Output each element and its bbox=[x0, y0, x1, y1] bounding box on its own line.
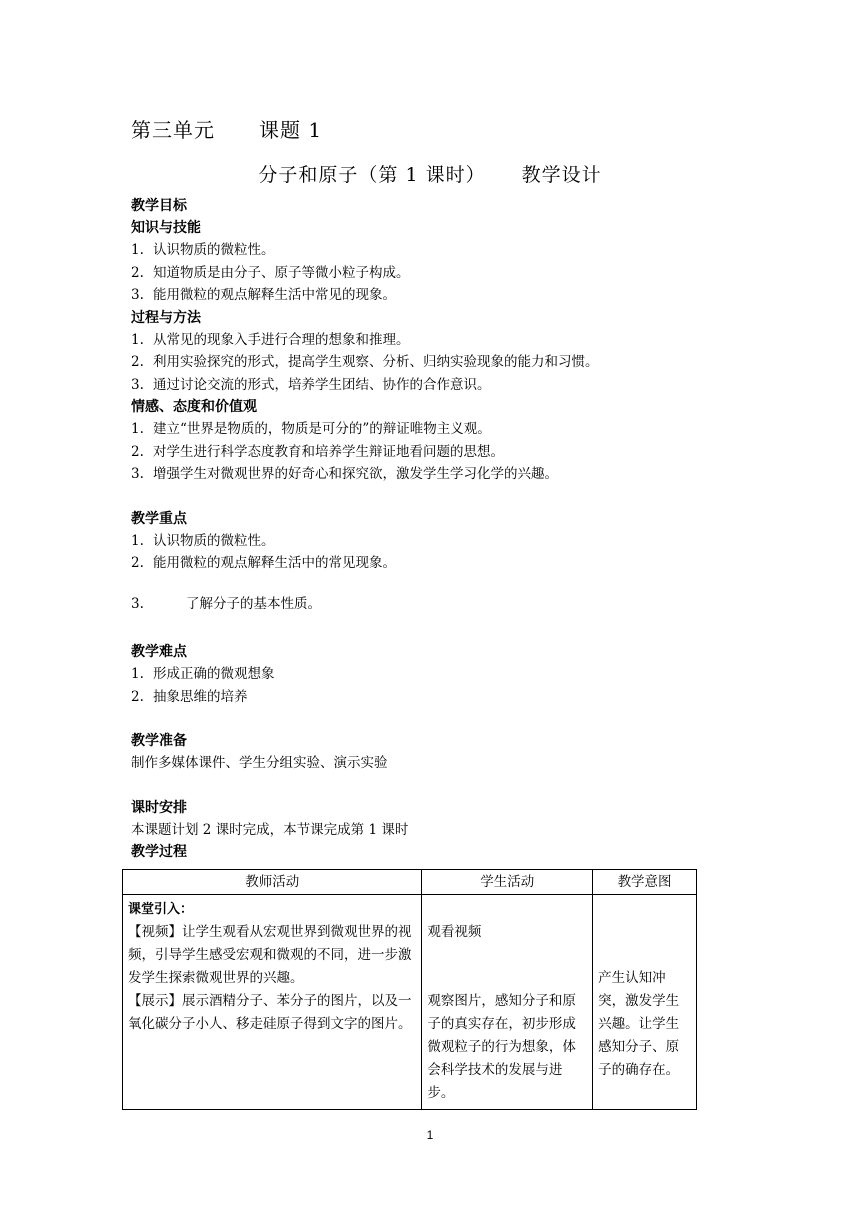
column-header-teacher: 教师活动 bbox=[123, 870, 422, 895]
document-title bbox=[0, 160, 860, 187]
list-item: 2. 抽象思维的培养 bbox=[131, 688, 248, 705]
lesson-label: 课题 1 bbox=[259, 118, 323, 142]
process-heading: 过程与方法 bbox=[131, 309, 201, 326]
column-header-intent: 教学意图 bbox=[593, 870, 697, 895]
column-header-student: 学生活动 bbox=[422, 870, 593, 895]
preparation-heading: 教学准备 bbox=[131, 733, 187, 749]
document-body bbox=[131, 195, 711, 863]
teaching-process-table bbox=[122, 869, 697, 1110]
list-item: 2. 利用实验探究的形式，提高学生观察、分析、归纳实验现象的能力和习惯。 bbox=[131, 354, 599, 370]
intent-text: 产生认知冲突，激发学生兴趣。让学生感知分子、原子的确存在。 bbox=[598, 970, 680, 1078]
unit-label: 第三单元 bbox=[131, 118, 215, 142]
list-item: 2. 能用微粒的观点解释生活中的常见现象。 bbox=[131, 555, 396, 571]
list-item: 3. 增强学生对微观世界的好奇心和探究欲，激发学生学习化学的兴趣。 bbox=[131, 466, 558, 482]
list-item: 3. 能用微粒的观点解释生活中常见的现象。 bbox=[131, 287, 396, 303]
unit-heading bbox=[131, 114, 322, 143]
list-item: 1. 从常见的现象入手进行合理的想象和推理。 bbox=[131, 331, 410, 348]
objectives-heading: 教学目标 bbox=[131, 198, 187, 214]
schedule-heading: 课时安排 bbox=[131, 799, 187, 816]
emotion-heading: 情感、态度和价值观 bbox=[131, 399, 257, 415]
difficulty-heading: 教学难点 bbox=[131, 644, 187, 660]
intro-title: 课堂引入： bbox=[128, 902, 194, 917]
schedule-text: 本课题计划 2 课时完成，本节课完成第 1 课时 bbox=[131, 821, 409, 838]
teacher-activity-cell bbox=[123, 895, 422, 1110]
preparation-text: 制作多媒体课件、学生分组实验、演示实验 bbox=[131, 755, 388, 771]
title-suffix: 教学设计 bbox=[521, 164, 602, 186]
list-item: 3. 了解分子的基本性质。 bbox=[131, 595, 321, 612]
title-main: 分子和原子（第 1 课时） bbox=[258, 164, 486, 186]
procedure-heading: 教学过程 bbox=[131, 844, 187, 860]
list-item: 2. 知道物质是由分子、原子等微小粒子构成。 bbox=[131, 264, 410, 281]
list-item: 1. 建立“世界是物质的，物质是可分的”的辩证唯物主义观。 bbox=[131, 421, 491, 437]
student-observe-text: 观察图片，感知分子和原子的真实存在，初步形成微观粒子的行为想象，体会科学技术的发展与进步。 bbox=[427, 993, 576, 1101]
knowledge-heading: 知识与技能 bbox=[131, 220, 201, 236]
list-item: 1. 认识物质的微粒性。 bbox=[131, 532, 275, 549]
intent-cell bbox=[593, 895, 697, 1110]
page-number: 1 bbox=[426, 1128, 434, 1142]
key-points-heading: 教学重点 bbox=[131, 510, 187, 527]
table-header-row bbox=[123, 870, 697, 895]
list-item: 2. 对学生进行科学态度教育和培养学生辩证地看问题的思想。 bbox=[131, 443, 504, 460]
teacher-video-text: 【视频】让学生观看从宏观世界到微观世界的视频，引导学生感受宏观和微观的不同，进一步激发学生探索微观世界的兴趣。 bbox=[128, 924, 412, 986]
student-watch-text: 观看视频 bbox=[427, 924, 482, 940]
table-row bbox=[123, 895, 697, 1110]
student-activity-cell bbox=[422, 895, 593, 1110]
teacher-display-text: 【展示】展示酒精分子、苯分子的图片，以及一氧化碳分子小人、移走硅原子得到文字的图片。 bbox=[128, 993, 412, 1032]
list-item: 1. 形成正确的微观想象 bbox=[131, 666, 275, 682]
list-item: 1. 认识物质的微粒性。 bbox=[131, 242, 275, 258]
list-item: 3. 通过讨论交流的形式，培养学生团结、协作的合作意识。 bbox=[131, 376, 491, 393]
